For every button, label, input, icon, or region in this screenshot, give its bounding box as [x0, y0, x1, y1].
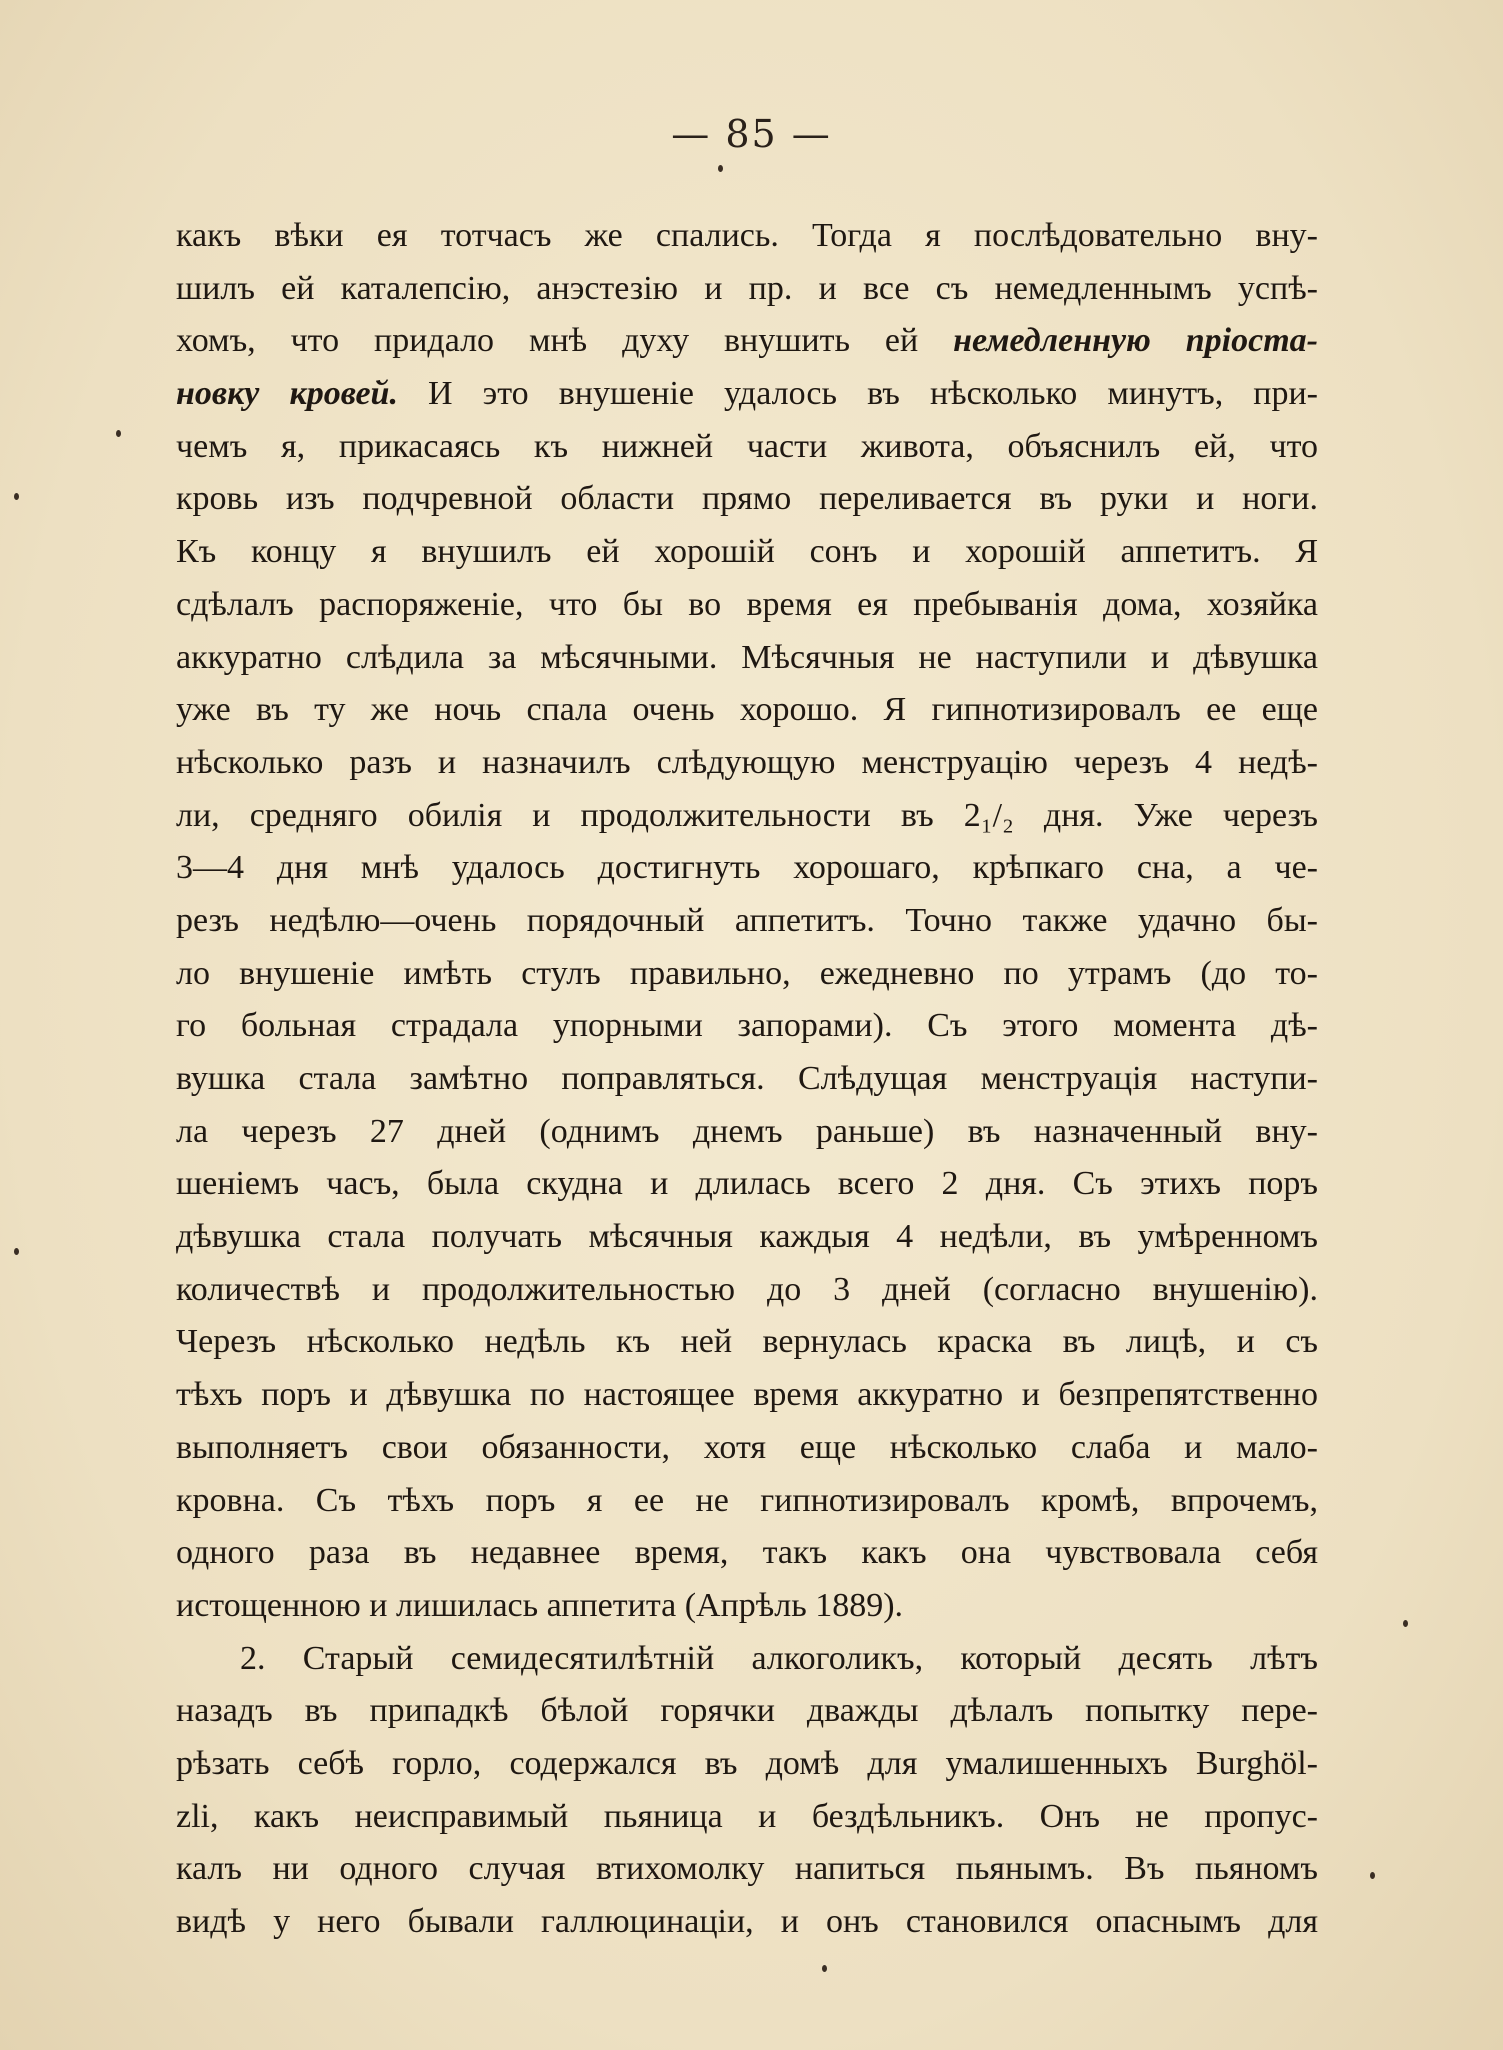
text-line — [176, 1264, 1318, 1317]
line-text: видѣ у него бывали галлюцинаціи, и онъ становился опаснымъ для — [176, 1903, 1318, 1940]
body-text — [176, 210, 1318, 1949]
line-text: тѣхъ поръ и дѣвушка по настоящее время аккуратно и безпрепятственно — [176, 1376, 1318, 1414]
line-text: одного раза въ недавнее время, такъ какъ она чувствовала себя — [176, 1534, 1318, 1572]
text-line — [176, 1053, 1318, 1106]
text-line — [176, 1527, 1318, 1580]
line-text: чемъ я, прикасаясь къ нижней части живота, объяснилъ ей, что — [176, 427, 1318, 465]
text-line — [176, 1000, 1318, 1053]
line-text: кровь изъ подчревной области прямо переливается въ руки и ноги. — [176, 480, 1318, 518]
line-text: вушка стала замѣтно поправляться. Слѣдущая менструація наступи- — [176, 1060, 1318, 1097]
text-line — [176, 1791, 1318, 1844]
text-line — [176, 1580, 1318, 1633]
text-line — [176, 948, 1318, 1001]
text-line — [176, 1843, 1318, 1896]
text-line — [176, 421, 1318, 474]
line-text: шеніемъ часъ, была скудна и длилась всего 2 дня. Съ этихъ поръ — [176, 1165, 1318, 1203]
line-text: нѣсколько разъ и назначилъ слѣдующую менструацію черезъ 4 недѣ- — [176, 743, 1318, 781]
scan-speck — [1370, 1872, 1375, 1879]
scan-speck — [1403, 1620, 1408, 1627]
text-line — [176, 1211, 1318, 1264]
text-line — [176, 1685, 1318, 1738]
text-line — [176, 368, 1318, 421]
emphasized-text: новку кровей. — [176, 375, 398, 413]
line-text: калъ ни одного случая втихомолку напиться пьянымъ. Въ пьяномъ — [176, 1850, 1318, 1888]
line-text: дѣвушка стала получать мѣсячныя каждыя 4 недѣли, въ умѣренномъ — [176, 1218, 1318, 1256]
line-text: 3—4 дня мнѣ удалось достигнуть хорошаго, крѣпкаго сна, а че- — [176, 849, 1318, 887]
line-text: шилъ ей каталепсію, анэстезію и пр. и все съ немедленнымъ успѣ- — [176, 269, 1318, 307]
scan-speck — [116, 430, 121, 437]
line-text: сдѣлалъ распоряженіе, что бы во время ея пребыванія дома, хозяйка — [176, 585, 1318, 623]
line-text: хомъ, что придало мнѣ духу внушить ей — [176, 322, 954, 360]
scan-speck — [822, 1965, 827, 1972]
line-text: Черезъ нѣсколько недѣль къ ней вернулась краска въ лицѣ, и съ — [176, 1323, 1318, 1361]
line-text: рѣзать себѣ горло, содержался въ домѣ для умалишенныхъ Burghöl- — [176, 1744, 1318, 1782]
text-line — [176, 1316, 1318, 1369]
text-line — [176, 315, 1318, 368]
line-text: назадъ въ припадкѣ бѣлой горячки дважды дѣлалъ попытку пере- — [176, 1692, 1318, 1730]
line-text: Къ концу я внушилъ ей хорошій сонъ и хорошій аппетитъ. Я — [176, 533, 1318, 571]
text-line — [176, 737, 1318, 790]
line-text: какъ вѣки ея тотчасъ же спались. Тогда я послѣдовательно вну- — [176, 217, 1318, 254]
text-line — [176, 526, 1318, 579]
line-text: истощенною и лишилась аппетита (Апрѣль 1889). — [176, 1586, 904, 1624]
text-line — [176, 895, 1318, 948]
text-line — [176, 1369, 1318, 1422]
text-line — [176, 210, 1318, 263]
line-text: резъ недѣлю—очень порядочный аппетитъ. Точно также удачно бы- — [176, 901, 1318, 939]
line-text: уже въ ту же ночь спала очень хорошо. Я гипнотизировалъ ее еще — [176, 691, 1318, 729]
scan-speck — [14, 1248, 19, 1255]
text-line — [176, 1896, 1318, 1949]
line-text: И это внушеніе удалось въ нѣсколько минутъ, при- — [397, 375, 1318, 413]
line-text: выполняетъ свои обязанности, хотя еще нѣсколько слаба и мало- — [176, 1428, 1318, 1466]
line-text: 2. Старый семидесятилѣтній алкоголикъ, который десять лѣтъ — [240, 1639, 1318, 1677]
text-line — [176, 473, 1318, 526]
line-text: ли, средняго обилія и продолжительности въ 2₁/₂ дня. Уже черезъ — [176, 796, 1318, 834]
text-line — [176, 1422, 1318, 1475]
text-line — [176, 1106, 1318, 1159]
text-line — [176, 684, 1318, 737]
line-text: го больная страдала упорными запорами). Съ этого момента дѣ- — [176, 1007, 1318, 1045]
scan-speck — [718, 165, 723, 172]
line-text: ла черезъ 27 дней (однимъ днемъ раньше) въ назначенный вну- — [176, 1112, 1318, 1150]
text-line — [176, 790, 1318, 843]
text-line — [176, 1633, 1318, 1686]
line-text: аккуратно слѣдила за мѣсячными. Мѣсячныя не наступили и дѣвушка — [176, 638, 1318, 676]
text-line — [176, 263, 1318, 316]
scan-speck — [14, 493, 19, 500]
line-text: ло внушеніе имѣть стулъ правильно, ежедневно по утрамъ (до то- — [176, 954, 1318, 992]
text-line — [176, 579, 1318, 632]
text-line — [176, 1738, 1318, 1791]
text-line — [176, 842, 1318, 895]
line-text: zli, какъ неисправимый пьяница и бездѣльникъ. Онъ не пропус- — [176, 1797, 1318, 1835]
text-line — [176, 632, 1318, 685]
text-line — [176, 1475, 1318, 1528]
page-number: — 85 — — [671, 112, 832, 156]
text-line — [176, 1158, 1318, 1211]
line-text: кровна. Съ тѣхъ поръ я ее не гипнотизировалъ кромѣ, впрочемъ, — [176, 1481, 1318, 1519]
line-text: количествѣ и продолжительностью до 3 дней (согласно внушенію). — [176, 1270, 1318, 1308]
emphasized-text: немедленную пріоста- — [953, 322, 1318, 360]
